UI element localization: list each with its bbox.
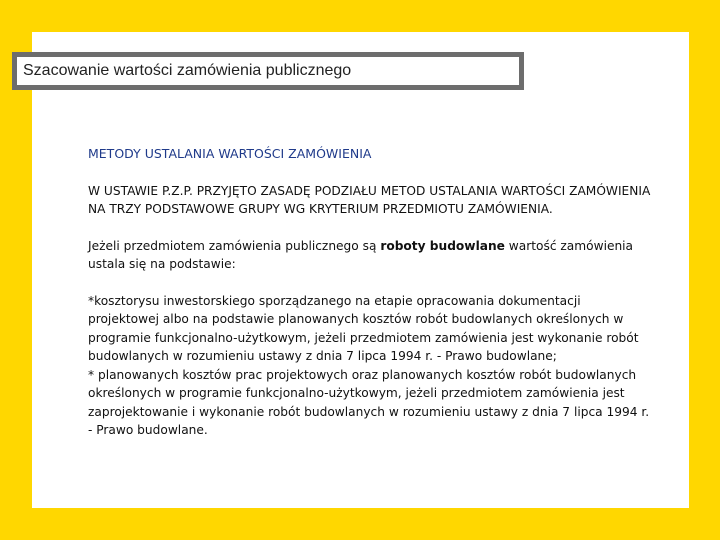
bullet-list: [88, 292, 654, 440]
bullet-item: * planowanych kosztów prac projektowych oraz planowanych kosztów robót budowlanych określonych w programie funkcjonalno-użytkowym, jeżeli przedmiotem zamówienia jest zaprojektowanie i wykonanie robót budowlanych w rozumieniu ustawy z dnia 7 lipca 1994 r. - Prawo budowlane.: [88, 367, 650, 437]
paragraph-robots-after: wartość zamówienia ustala się na podstawie:: [88, 238, 634, 271]
title-box: [12, 52, 524, 90]
paragraph-robots: [88, 237, 654, 274]
slide-content: [88, 145, 654, 440]
paragraph-intro: W USTAWIE P.Z.P. PRZYJĘTO ZASADĘ PODZIAŁU METOD USTALANIA WARTOŚCI ZAMÓWIENIA NA TRZY PODSTAWOWE GRUPY WG KRYTERIUM PRZEDMIOTU ZAMÓWIENIA.: [88, 183, 651, 216]
slide-title: Szacowanie wartości zamówienia publicznego: [23, 62, 352, 79]
paragraph-robots-before: Jeżeli przedmiotem zamówienia publicznego są: [88, 238, 381, 253]
section-heading: METODY USTALANIA WARTOŚCI ZAMÓWIENIA: [88, 146, 372, 161]
bullet-item: *kosztorysu inwestorskiego sporządzanego na etapie opracowania dokumentacji projektowej albo na podstawie planowanych kosztów robót budowlanych określonych w programie funkcjonalno-użytkowym, jeżeli przedmiotem zamówienia jest wykonanie robót budowlanych w rozumieniu ustawy z dnia 7 lipca 1994 r. - Prawo budowlane;: [88, 293, 639, 363]
paragraph-robots-bold: roboty budowlane: [380, 238, 505, 253]
